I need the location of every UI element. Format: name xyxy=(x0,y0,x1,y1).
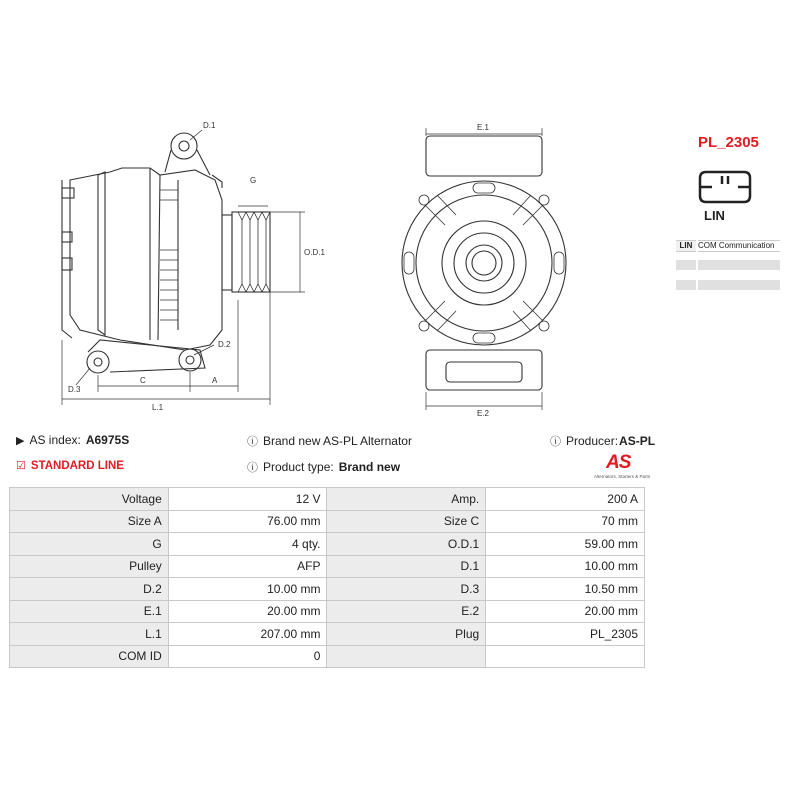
spec-row xyxy=(10,510,645,533)
spec-value: 70 mm xyxy=(486,510,645,533)
spec-key: E.2 xyxy=(327,600,486,623)
spec-key: L.1 xyxy=(10,623,169,646)
spec-value: 10.50 mm xyxy=(486,578,645,601)
as-pl-logo xyxy=(588,452,650,482)
spec-value: 76.00 mm xyxy=(168,510,327,533)
spec-key: O.D.1 xyxy=(327,533,486,556)
spec-key: D.1 xyxy=(327,555,486,578)
spec-key: D.2 xyxy=(10,578,169,601)
spec-key: COM ID xyxy=(10,645,169,668)
standard-line-label: STANDARD LINE xyxy=(30,459,124,472)
legend-row xyxy=(676,260,780,270)
specs-body xyxy=(10,488,645,668)
spec-key xyxy=(327,645,486,668)
label-a: A xyxy=(212,376,218,385)
info-icon: ⓘ xyxy=(247,462,258,474)
as-index-value: A6975S xyxy=(85,433,130,447)
spec-key: Size C xyxy=(327,510,486,533)
spec-value: 0 xyxy=(168,645,327,668)
spec-row xyxy=(10,600,645,623)
as-index-label: AS index: xyxy=(29,433,81,447)
spec-value: 20.00 mm xyxy=(486,600,645,623)
legend-value xyxy=(698,260,780,270)
label-e1: E.1 xyxy=(477,123,490,132)
spec-value: AFP xyxy=(168,555,327,578)
logo-mark: AS xyxy=(606,452,631,473)
spec-value: 20.00 mm xyxy=(168,600,327,623)
label-d1: D.1 xyxy=(203,121,216,130)
plug-code: PL_2305 xyxy=(698,134,759,151)
legend-key: LIN xyxy=(676,240,696,252)
description-text: Brand new AS-PL Alternator xyxy=(263,434,412,448)
spec-row xyxy=(10,555,645,578)
label-od1: O.D.1 xyxy=(304,248,325,257)
spec-value: 4 qty. xyxy=(168,533,327,556)
label-l1: L.1 xyxy=(152,403,164,412)
spec-value: 10.00 mm xyxy=(168,578,327,601)
spec-value xyxy=(486,645,645,668)
label-d2: D.2 xyxy=(218,340,231,349)
description xyxy=(247,433,412,449)
producer-label: Producer: xyxy=(566,434,619,448)
legend-value: COM Communication xyxy=(698,240,780,252)
spec-key: Amp. xyxy=(327,488,486,511)
spec-key: Plug xyxy=(327,623,486,646)
spec-key: Size A xyxy=(10,510,169,533)
spec-key: E.1 xyxy=(10,600,169,623)
legend-row xyxy=(676,240,780,250)
info-icon: ⓘ xyxy=(550,436,561,448)
spec-key: Pulley xyxy=(10,555,169,578)
spec-row xyxy=(10,623,645,646)
product-type xyxy=(247,459,400,475)
info-icon: ⓘ xyxy=(247,436,258,448)
spec-value: 200 A xyxy=(486,488,645,511)
spec-key: G xyxy=(10,533,169,556)
spec-row xyxy=(10,488,645,511)
spec-key: Voltage xyxy=(10,488,169,511)
product-type-label: Product type: xyxy=(263,460,334,474)
spec-value: 207.00 mm xyxy=(168,623,327,646)
plug-connector-icon xyxy=(696,168,754,206)
label-c: C xyxy=(140,376,146,385)
spec-value: 12 V xyxy=(168,488,327,511)
spec-row xyxy=(10,645,645,668)
legend-key xyxy=(676,260,696,270)
check-square-icon: ☑ xyxy=(16,460,26,472)
legend-value xyxy=(698,280,780,290)
legend-key xyxy=(676,280,696,290)
tag-icon: ▶ xyxy=(16,434,25,447)
spec-value: 10.00 mm xyxy=(486,555,645,578)
standard-line xyxy=(16,459,124,472)
spec-key: D.3 xyxy=(327,578,486,601)
logo-subtitle: Alternators, Starters & Parts xyxy=(593,474,650,479)
spec-value: 59.00 mm xyxy=(486,533,645,556)
spec-row xyxy=(10,533,645,556)
as-index xyxy=(16,433,129,447)
legend-row xyxy=(676,280,780,290)
label-g: G xyxy=(250,176,257,185)
spec-row xyxy=(10,578,645,601)
label-d3: D.3 xyxy=(68,385,81,394)
product-type-value: Brand new xyxy=(338,460,401,474)
specs-table xyxy=(9,487,645,668)
label-e2: E.2 xyxy=(477,409,490,418)
plug-name: LIN xyxy=(704,208,725,223)
producer xyxy=(550,433,655,449)
producer-value: AS-PL xyxy=(619,434,656,448)
spec-value: PL_2305 xyxy=(486,623,645,646)
